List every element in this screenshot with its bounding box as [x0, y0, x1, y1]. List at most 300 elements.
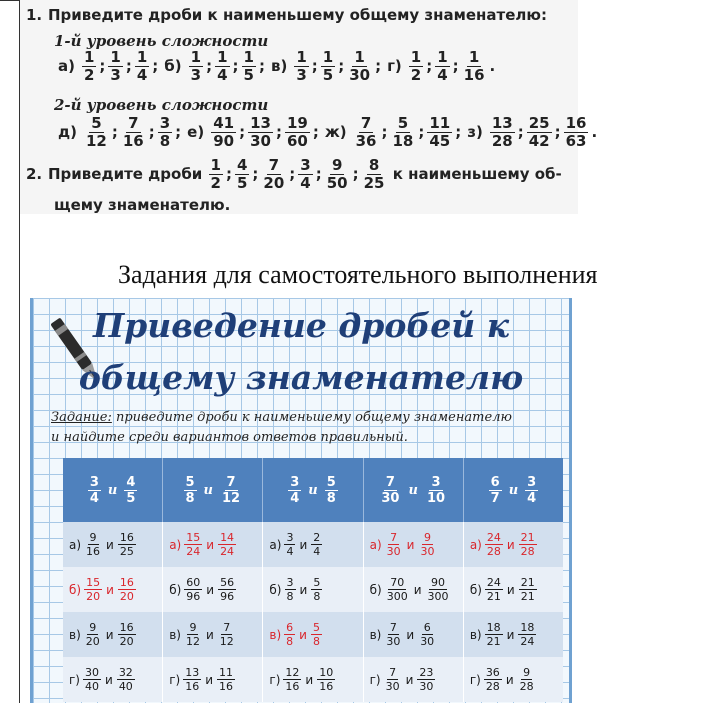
- answer-label: б): [69, 582, 82, 597]
- level-1-fraction: [82, 50, 96, 83]
- header-fraction: [525, 476, 538, 505]
- denominator: 300: [427, 590, 449, 603]
- denominator: 24: [186, 545, 201, 558]
- level-2-fraction: [527, 116, 552, 149]
- answer-label: г): [269, 672, 281, 687]
- numerator: 7: [223, 621, 231, 634]
- exercise-card: [30, 298, 572, 703]
- answer-fraction: [218, 622, 236, 647]
- denominator: 30: [386, 635, 401, 648]
- denominator: 2: [210, 174, 221, 192]
- denominator: 8: [286, 635, 294, 648]
- answer-fraction: [519, 577, 537, 602]
- numerator: 1: [354, 48, 365, 66]
- task-2-fraction: [261, 158, 286, 191]
- header-fraction: [184, 476, 197, 505]
- answer-label: г): [369, 672, 381, 687]
- numerator: 1: [468, 48, 480, 66]
- denominator: 20: [86, 590, 101, 603]
- level-2-fraction: [354, 116, 379, 149]
- answer-fraction: [518, 667, 536, 692]
- denominator: 4: [300, 174, 311, 192]
- numerator: 21: [520, 576, 535, 589]
- answer-cell: [364, 657, 464, 702]
- separator: ;: [252, 165, 259, 183]
- answer-fraction: [311, 532, 322, 557]
- separator: ;: [206, 57, 213, 75]
- numerator: 56: [220, 576, 235, 589]
- numerator: 5: [185, 474, 195, 490]
- answer-fraction: [184, 622, 202, 647]
- numerator: 3: [286, 576, 294, 589]
- header-cell: [163, 458, 263, 522]
- answer-fraction: [218, 532, 236, 557]
- denominator: 45: [429, 132, 451, 150]
- denominator: 4: [437, 66, 448, 84]
- denominator: 21: [486, 590, 501, 603]
- denominator: 24: [520, 635, 535, 648]
- numerator: 36: [485, 666, 500, 679]
- answer-fraction: [84, 577, 102, 602]
- answer-label: б): [169, 582, 182, 597]
- numerator: 30: [85, 666, 99, 679]
- level-2-label: з): [467, 123, 483, 141]
- answer-fraction: [217, 667, 235, 692]
- answer-fraction: [417, 667, 435, 692]
- numerator: 19: [286, 114, 308, 132]
- answer-fraction: [117, 667, 135, 692]
- level-1-fraction: [242, 50, 256, 83]
- answer-connector: и: [406, 537, 415, 552]
- answer-cell-correct: [63, 567, 163, 612]
- denominator: 16: [86, 545, 101, 558]
- answers-table-header: [63, 458, 563, 522]
- answer-connector: и: [206, 537, 215, 552]
- numerator: 5: [312, 621, 320, 634]
- answer-connector: и: [299, 627, 307, 642]
- answer-fraction: [384, 622, 402, 647]
- answer-label: в): [369, 627, 382, 642]
- answer-label: г): [169, 672, 181, 687]
- numerator: 7: [360, 114, 372, 132]
- answer-label: б): [269, 582, 282, 597]
- separator: ;: [99, 57, 106, 75]
- separator: ;: [312, 123, 319, 141]
- numerator: 6: [286, 621, 294, 634]
- denominator: 8: [326, 490, 336, 506]
- numerator: 24: [486, 576, 501, 589]
- level-1-fraction: [215, 50, 229, 83]
- header-cell: [63, 458, 163, 522]
- separator: ;: [375, 57, 382, 75]
- task-2-fraction: [235, 158, 249, 191]
- answer-connector: и: [205, 672, 214, 687]
- denominator: 30: [420, 545, 435, 558]
- numerator: 16: [119, 621, 134, 634]
- task-1-text: Приведите дроби к наименьшему общему знаменателю:: [48, 6, 547, 24]
- denominator: 25: [119, 545, 134, 558]
- task-2-text-after: к наименьшему об-: [387, 165, 562, 183]
- task-label: Задание:: [51, 410, 112, 425]
- answer-cell-correct: [364, 522, 464, 567]
- numerator: 9: [189, 621, 197, 634]
- denominator: 21: [486, 635, 501, 648]
- level-2-fraction: [564, 116, 589, 149]
- answer-fraction: [285, 577, 296, 602]
- denominator: 28: [491, 132, 513, 150]
- card-task-text: [51, 408, 561, 448]
- level-2-label: е): [187, 123, 205, 141]
- level-1-fraction: [435, 50, 449, 83]
- answer-fraction: [84, 532, 102, 557]
- numerator: 16: [119, 531, 134, 544]
- end-mark: .: [591, 123, 598, 141]
- denominator: 5: [126, 490, 136, 506]
- separator: ;: [275, 123, 282, 141]
- denominator: 5: [243, 66, 254, 84]
- numerator: 24: [486, 531, 501, 544]
- denominator: 4: [290, 490, 300, 506]
- numerator: 6: [423, 621, 431, 634]
- header-connector: и: [107, 482, 118, 498]
- denominator: 40: [118, 680, 133, 693]
- denominator: 36: [355, 132, 377, 150]
- level-2-fraction: [211, 116, 236, 149]
- task-2-fraction: [209, 158, 223, 191]
- answer-label: в): [169, 627, 181, 642]
- level-2-fraction: [84, 116, 109, 149]
- answer-connector: и: [299, 537, 308, 552]
- level-1-fraction: [409, 50, 423, 83]
- denominator: 4: [527, 490, 537, 506]
- margin-top-line: [0, 0, 20, 1]
- denominator: 12: [222, 490, 241, 506]
- answer-cell: [163, 567, 263, 612]
- answer-fraction: [311, 577, 322, 602]
- denominator: 63: [565, 132, 587, 150]
- level-2-heading: 2-й уровень сложности: [54, 96, 269, 114]
- separator: ;: [175, 123, 182, 141]
- level-2-fraction: [248, 116, 273, 149]
- answer-fraction: [84, 622, 102, 647]
- answer-cell-correct: [163, 522, 263, 567]
- answer-fraction: [184, 532, 202, 557]
- numerator: 7: [128, 114, 139, 132]
- numerator: 6: [490, 474, 500, 490]
- answer-fraction: [518, 622, 536, 647]
- denominator: 18: [392, 132, 414, 150]
- answer-cell: [364, 567, 464, 612]
- answer-fraction: [385, 577, 410, 602]
- numerator: 3: [431, 474, 441, 490]
- level-1-fraction: [108, 50, 122, 83]
- answer-connector: и: [506, 537, 515, 552]
- answer-cell: [464, 612, 563, 657]
- numerator: 2: [313, 531, 321, 544]
- denominator: 30: [381, 490, 400, 506]
- answer-fraction: [485, 622, 503, 647]
- separator: ;: [338, 57, 345, 75]
- denominator: 7: [490, 490, 500, 506]
- header-cell: [464, 458, 563, 522]
- answer-connector: и: [105, 672, 113, 687]
- header-cell: [263, 458, 363, 522]
- denominator: 12: [219, 635, 234, 648]
- answer-fraction: [83, 667, 101, 692]
- numerator: 60: [186, 576, 201, 589]
- numerator: 5: [326, 474, 336, 490]
- numerator: 3: [290, 474, 300, 490]
- numerator: 3: [89, 474, 99, 490]
- denominator: 90: [213, 132, 235, 150]
- numerator: 1: [437, 48, 448, 66]
- separator: ;: [239, 123, 246, 141]
- numerator: 8: [368, 156, 380, 174]
- denominator: 16: [219, 680, 234, 693]
- level-2-exercises: [54, 116, 599, 149]
- numerator: 9: [523, 666, 531, 679]
- answer-fraction: [284, 532, 295, 557]
- numerator: 15: [86, 576, 101, 589]
- denominator: 3: [110, 66, 121, 84]
- numerator: 41: [213, 114, 235, 132]
- numerator: 3: [159, 114, 171, 132]
- denominator: 20: [119, 590, 134, 603]
- answer-cell: [464, 657, 563, 702]
- task-2-fraction: [325, 158, 350, 191]
- denominator: 28: [485, 680, 500, 693]
- denominator: 300: [386, 590, 408, 603]
- numerator: 3: [300, 156, 311, 174]
- numerator: 5: [313, 576, 321, 589]
- answer-connector: и: [506, 582, 515, 597]
- level-1-exercises: [54, 50, 497, 83]
- header-fraction: [425, 476, 447, 505]
- answers-table: [63, 458, 563, 702]
- numerator: 7: [268, 156, 280, 174]
- numerator: 9: [423, 531, 431, 544]
- answer-label: в): [469, 627, 482, 642]
- task-text-1: приведите дроби к наименьшему общему знаменателю: [111, 410, 512, 425]
- answer-connector: и: [505, 672, 514, 687]
- card-title-line-1: Приведение дробей к: [92, 306, 510, 345]
- answer-cell: [163, 657, 263, 702]
- level-1-fraction: [135, 50, 149, 83]
- denominator: 16: [185, 680, 200, 693]
- task-2-line: [26, 158, 562, 191]
- numerator: 7: [390, 531, 398, 544]
- separator: ;: [426, 57, 433, 75]
- separator: ;: [111, 123, 118, 141]
- numerator: 13: [250, 114, 271, 132]
- separator: ;: [258, 57, 265, 75]
- answer-label: а): [69, 537, 82, 552]
- denominator: 4: [313, 545, 321, 558]
- answer-connector: и: [506, 627, 515, 642]
- answer-fraction: [218, 577, 236, 602]
- answer-cell-correct: [464, 522, 563, 567]
- denominator: 4: [89, 490, 99, 506]
- level-1-fraction: [294, 50, 308, 83]
- level-1-label: в): [270, 57, 288, 75]
- numerator: 9: [89, 621, 97, 634]
- numerator: 14: [220, 531, 235, 544]
- answer-fraction: [284, 622, 295, 647]
- denominator: 24: [220, 545, 235, 558]
- numerator: 18: [520, 621, 535, 634]
- separator: ;: [517, 123, 524, 141]
- answer-connector: и: [206, 582, 215, 597]
- numerator: 90: [431, 576, 446, 589]
- header-fraction: [379, 476, 401, 505]
- denominator: 4: [136, 66, 148, 84]
- denominator: 8: [286, 590, 294, 603]
- task-1-heading: [26, 6, 547, 24]
- denominator: 28: [519, 680, 534, 693]
- level-1-label: б): [164, 57, 182, 75]
- denominator: 3: [190, 66, 202, 84]
- answer-connector: и: [105, 627, 114, 642]
- denominator: 20: [119, 635, 134, 648]
- task-1-number: 1.: [26, 6, 43, 24]
- denominator: 3: [296, 66, 307, 84]
- numerator: 23: [419, 666, 434, 679]
- answer-cell: [263, 522, 363, 567]
- task-2-fraction: [362, 158, 387, 191]
- numerator: 1: [83, 48, 95, 66]
- separator: ;: [311, 57, 318, 75]
- numerator: 1: [110, 48, 121, 66]
- answer-row: [63, 522, 563, 567]
- answer-fraction: [519, 532, 537, 557]
- denominator: 96: [186, 590, 201, 603]
- level-1-label: а): [58, 57, 75, 75]
- level-2-fraction: [490, 116, 515, 149]
- numerator: 1: [217, 48, 228, 66]
- separator: ;: [418, 123, 425, 141]
- denominator: 96: [220, 590, 235, 603]
- answer-connector: и: [106, 582, 114, 597]
- numerator: 1: [410, 48, 422, 66]
- answer-cell-correct: [263, 612, 363, 657]
- answer-label: в): [269, 627, 282, 642]
- numerator: 5: [91, 114, 102, 132]
- level-2-fraction: [427, 116, 452, 149]
- header-fraction: [88, 476, 101, 505]
- denominator: 28: [486, 545, 501, 558]
- header-fraction: [220, 476, 242, 505]
- answer-fraction: [485, 532, 503, 557]
- answer-cell: [364, 612, 464, 657]
- denominator: 30: [250, 132, 271, 150]
- denominator: 12: [185, 635, 200, 648]
- answers-table-body: [63, 522, 563, 702]
- answer-label: в): [69, 627, 81, 642]
- answer-fraction: [118, 622, 136, 647]
- answer-fraction: [118, 532, 136, 557]
- denominator: 60: [286, 132, 308, 150]
- numerator: 1: [296, 48, 307, 66]
- numerator: 25: [528, 114, 550, 132]
- header-connector: и: [203, 482, 213, 498]
- answer-fraction: [418, 622, 436, 647]
- answer-row: [63, 567, 563, 612]
- denominator: 2: [83, 66, 95, 84]
- answer-fraction: [426, 577, 451, 602]
- denominator: 16: [463, 66, 485, 84]
- separator: ;: [554, 123, 561, 141]
- numerator: 9: [89, 531, 97, 544]
- denominator: 25: [363, 174, 385, 192]
- answer-row: [63, 612, 563, 657]
- task-2-text-before: Приведите дроби: [48, 165, 208, 183]
- answer-fraction: [283, 667, 301, 692]
- answer-fraction: [418, 532, 436, 557]
- denominator: 2: [410, 66, 422, 84]
- denominator: 42: [528, 132, 550, 150]
- header-connector: и: [408, 482, 418, 498]
- numerator: 5: [397, 114, 409, 132]
- denominator: 5: [236, 174, 248, 192]
- answer-fraction: [118, 577, 136, 602]
- numerator: 15: [186, 531, 201, 544]
- denominator: 8: [185, 490, 195, 506]
- denominator: 16: [285, 680, 300, 693]
- task-text-2: и найдите среди вариантов ответов правильный.: [51, 430, 408, 445]
- denominator: 16: [319, 680, 334, 693]
- header-connector: и: [308, 482, 318, 498]
- answer-connector: и: [406, 627, 415, 642]
- denominator: 30: [386, 545, 401, 558]
- level-1-fraction: [321, 50, 335, 83]
- answer-connector: и: [299, 582, 308, 597]
- numerator: 16: [119, 576, 134, 589]
- answer-label: б): [369, 582, 382, 597]
- denominator: 50: [326, 174, 348, 192]
- header-connector: и: [508, 482, 519, 498]
- answer-fraction: [384, 667, 402, 692]
- level-2-fraction: [121, 116, 146, 149]
- level-1-heading: 1-й уровень сложности: [54, 32, 269, 50]
- separator: ;: [148, 123, 155, 141]
- numerator: 9: [331, 156, 343, 174]
- header-fraction: [288, 476, 301, 505]
- denominator: 5: [322, 66, 334, 84]
- numerator: 7: [389, 621, 397, 634]
- answer-cell: [63, 657, 163, 702]
- separator: ;: [225, 165, 232, 183]
- numerator: 70: [390, 576, 405, 589]
- separator: ;: [352, 165, 359, 183]
- answer-connector: и: [305, 672, 314, 687]
- numerator: 7: [389, 666, 397, 679]
- numerator: 18: [486, 621, 501, 634]
- level-1-fraction: [347, 50, 372, 83]
- denominator: 30: [419, 680, 434, 693]
- answer-cell: [63, 612, 163, 657]
- level-2-label: д): [58, 123, 77, 141]
- numerator: 21: [520, 531, 535, 544]
- denominator: 12: [85, 132, 107, 150]
- answer-connector: и: [413, 582, 422, 597]
- answer-label: а): [469, 537, 482, 552]
- denominator: 8: [312, 635, 320, 648]
- numerator: 16: [565, 114, 587, 132]
- numerator: 32: [118, 666, 133, 679]
- answer-fraction: [385, 532, 403, 557]
- numerator: 12: [285, 666, 300, 679]
- separator: ;: [289, 165, 296, 183]
